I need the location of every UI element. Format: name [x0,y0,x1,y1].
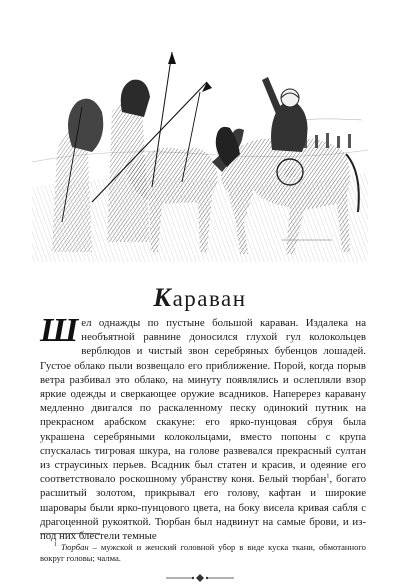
caravan-illustration [32,22,368,262]
footnote-definition: – мужской и женский головной убор в виде куска ткани, обмотанного вокруг головы; чалма. [40,541,366,564]
body-text-part-2: , богато расшитый золотом, прикрывал его голову, кафтан и широкие шаровары были ярко-пунцового цвета, на боку висела кривая сабля с драгоценной рукояткой. Тюрбан был надвинут на самые брови, и из-под них блестели темные [40,473,366,543]
footnote-reference[interactable]: 1 [326,472,330,480]
footnote-divider [40,533,100,534]
drop-cap: Ш [40,312,79,349]
footnote [40,540,366,565]
ornament-divider [166,574,234,582]
body-text-part-1: ел однажды по пустыне большой караван. Издалека на необъятной равнине доносился глухой гул колокольцев верблюдов и чистый звон серебряных бубенцов лошадей. Густое облако пыли возвещало его приближение. Порой, когда порыв ветра разбивал это облако, на минуту появлялись и ослепляли взор яркие одежды и сверкающее оружие всадников. Наперерез каравану медленно двигался по раскаленному песку одинокий путник на прекрасном арабском скакуне: его ярко-пунцовая сбруя была украшена серебряными колокольцами, вместо попоны с крупа спускалась тигровая шкура, на голове развевался прекрасный султан из страусиных перьев. Всадник был статен и красив, и одеяние его соответствовало роскошному убранству коня. Белый тюрбан [40,317,366,486]
body-paragraph [40,312,366,543]
chapter-title-initial: К [153,283,173,312]
chapter-title-rest: араван [172,286,247,311]
footnote-term: Тюрбан [60,541,89,552]
footnote-number: 1 [54,542,57,548]
chapter-title [0,283,400,313]
